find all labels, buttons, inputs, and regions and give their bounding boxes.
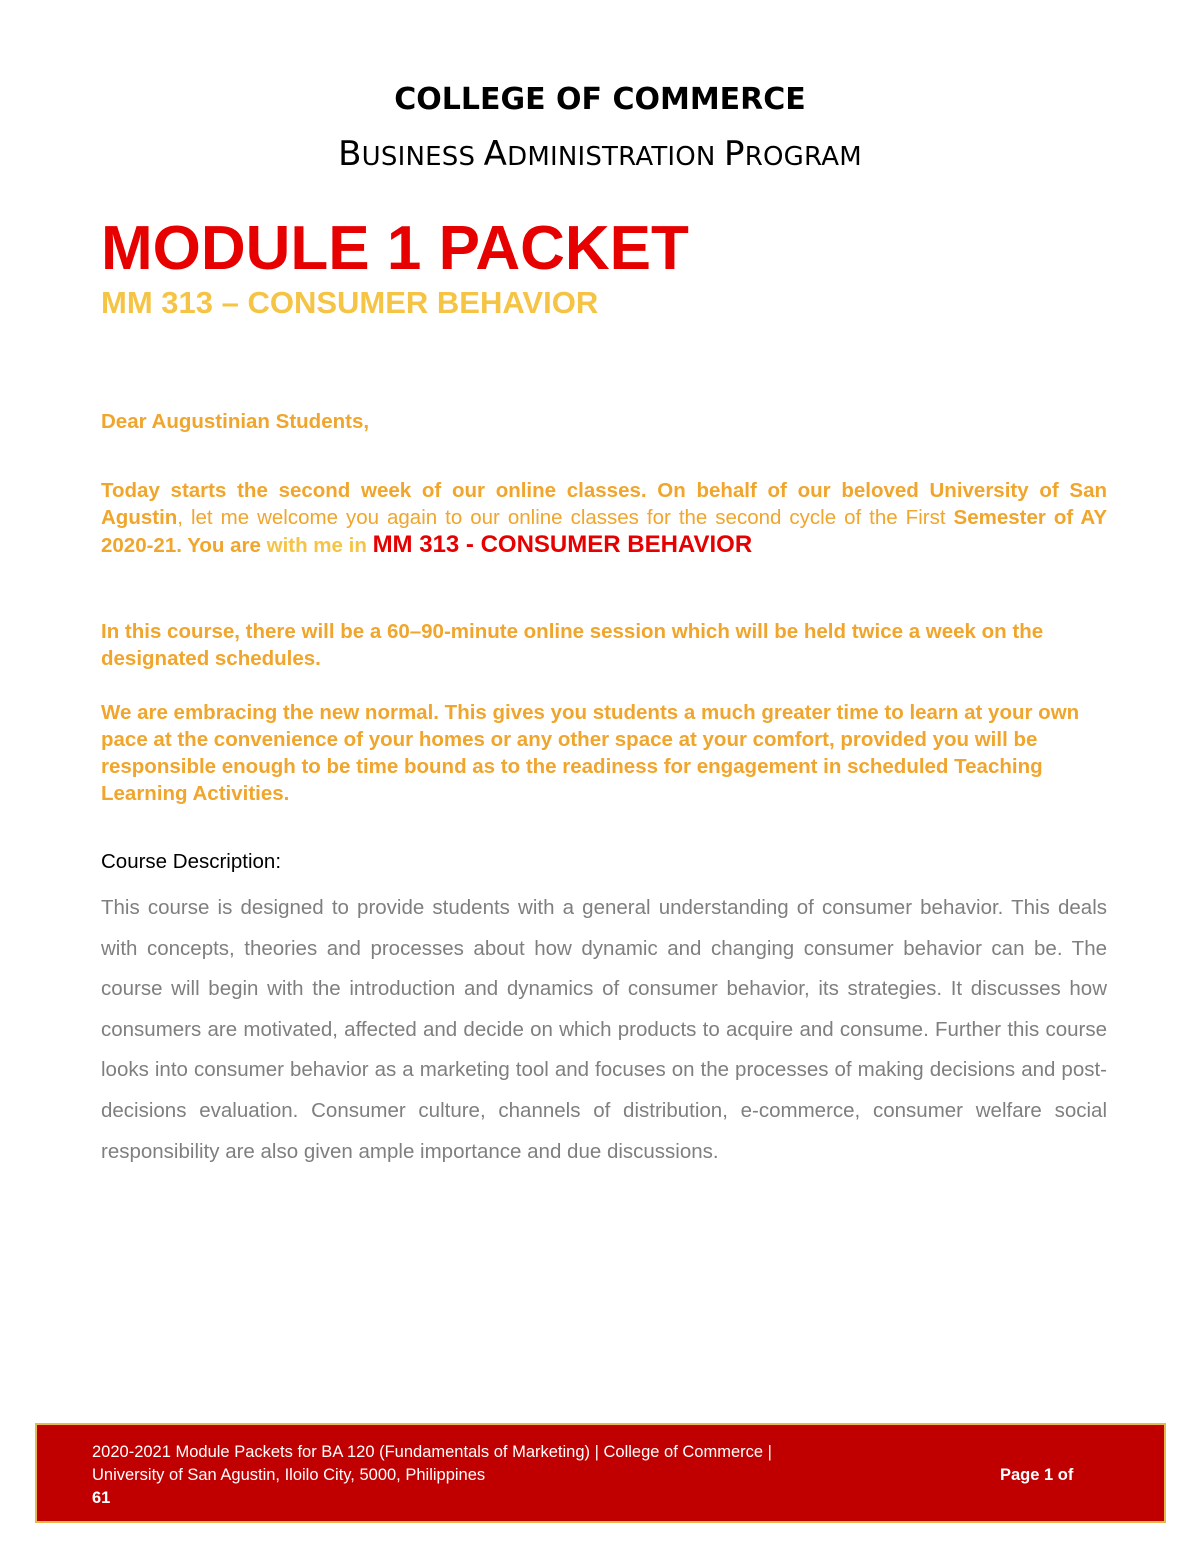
welcome-with-me-in: with me in (266, 534, 367, 557)
module-subtitle: MM 313 – CONSUMER BEHAVIOR (101, 285, 599, 320)
letter-paragraph-session: In this course, there will be a 60–90-minute online session which will be held twice a week on the designated schedules. (101, 620, 1044, 670)
college-heading: COLLEGE OF COMMERCE (394, 82, 806, 117)
course-description-text: This course is designed to provide students with a general understanding of consumer behavior. This deals with concepts, theories and processes about how dynamic and changing consumer behavior can be. The course will begin with the introduction and dynamics of consumer behavior, its strategies. It discusses how consumers are motivated, affected and decide on which products to acquire and consume. Further this course looks into consumer behavior as a marketing tool and focuses on the processes of making decisions and post-decisions evaluation. Consumer culture, channels of distribution, e-commerce, consumer welfare social responsibility are also given ample importance and due discussions. (101, 896, 1107, 1163)
welcome-course-name: MM 313 - CONSUMER BEHAVIOR (372, 531, 753, 558)
welcome-light-middle: , let me welcome you again to our online classes for the second cycle of the First (177, 506, 946, 529)
program-word3-cap: P (724, 134, 745, 174)
letter-paragraph-new-normal: We are embracing the new normal. This gives you students a much greater time to learn at your own pace at the convenience of your homes or any other space at your comfort, provided you will be responsible enough to be time bound as to the readiness for engagement in scheduled Teaching Learning Activities. (101, 701, 1080, 805)
program-word1-rest: USINESS (361, 142, 476, 172)
program-word2-cap: A (483, 134, 508, 174)
program-word2-rest: DMINISTRATION (507, 142, 716, 172)
footer-page-total: 61 (92, 1489, 111, 1507)
program-heading (0, 134, 1200, 174)
welcome-bold-end: Semester of AY 2020-21. You are (101, 506, 1107, 557)
module-title: MODULE 1 PACKET (101, 214, 689, 283)
welcome-bold-start: Today starts the second week of our online classes. On behalf of our beloved University of San Agustin (101, 479, 1107, 529)
letter-paragraph-welcome (101, 477, 1107, 559)
course-description-label: Course Description: (101, 850, 282, 873)
footer-line-2: University of San Agustin, Iloilo City, 5000, Philippines (92, 1466, 486, 1484)
letter-greeting: Dear Augustinian Students, (101, 410, 370, 433)
program-word1-cap: B (338, 134, 362, 174)
program-word3-rest: ROGRAM (744, 142, 862, 172)
page-footer (35, 1423, 1166, 1523)
footer-line-1: 2020-2021 Module Packets for BA 120 (Fundamentals of Marketing) | College of Commerce | (92, 1443, 772, 1461)
footer-page-label: Page 1 of (1000, 1466, 1074, 1484)
